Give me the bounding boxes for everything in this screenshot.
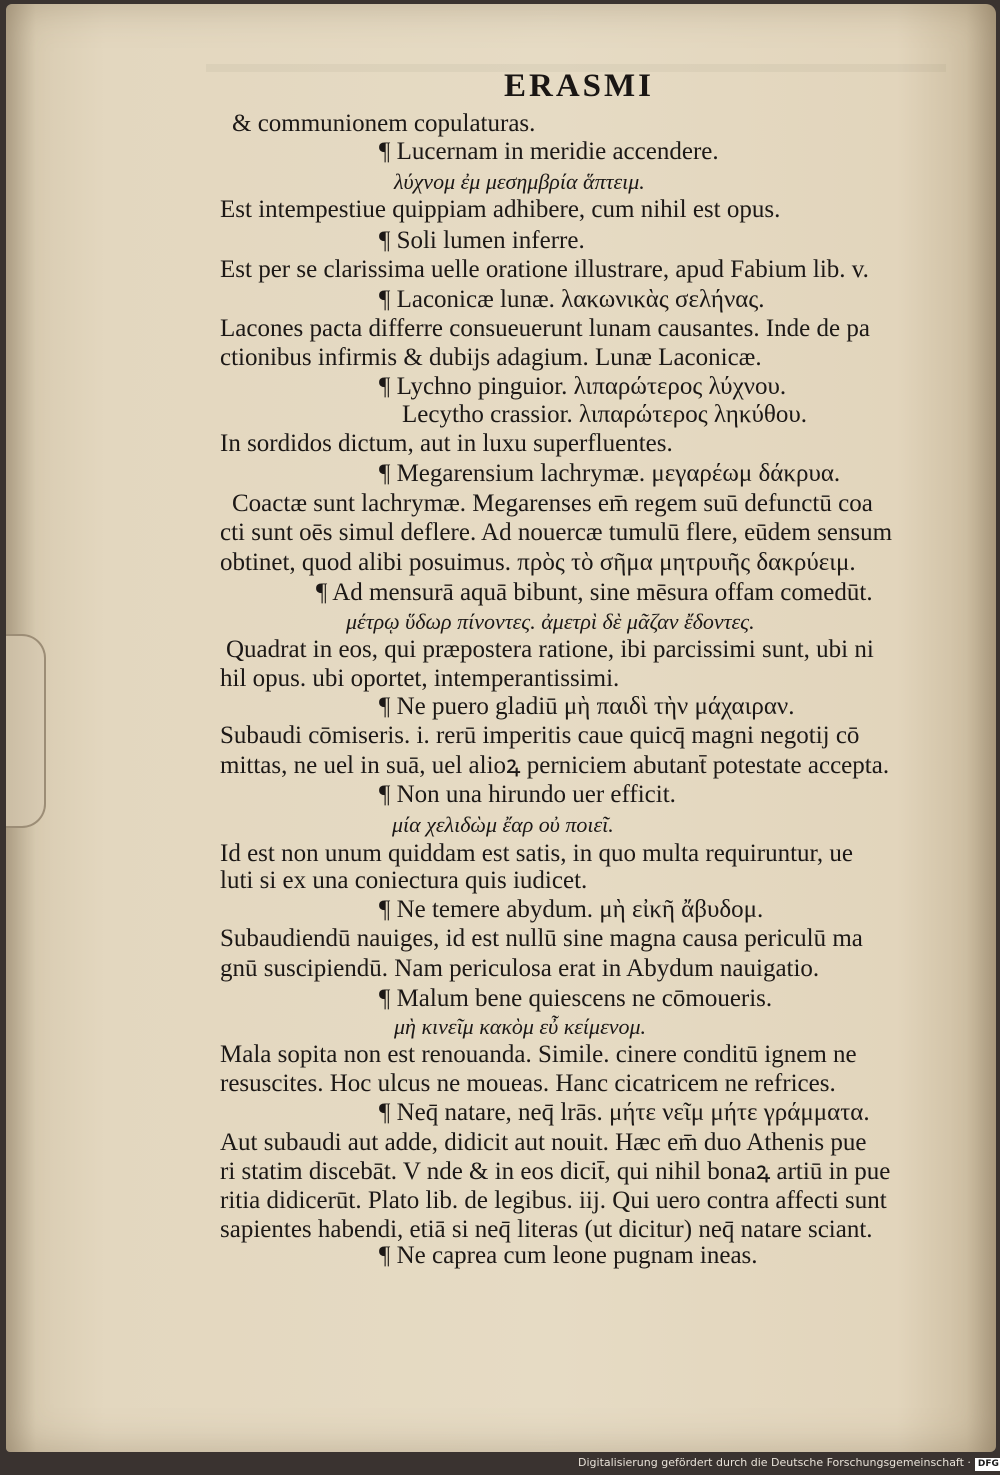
text-line: Lacones pacta differre consueuerunt lunam causantes. Inde de pa xyxy=(220,315,870,342)
dfg-logo: DFG xyxy=(975,1458,1000,1471)
text-line: ¶ Neq̄ natare, neq̄ lrās. μήτε νεῖμ μήτε γράμματα. xyxy=(379,1099,870,1126)
text-line: ctionibus infirmis & dubijs adagium. Lunæ Laconicæ. xyxy=(220,344,762,371)
text-line: ¶ Ne caprea cum leone pugnam ineas. xyxy=(379,1242,758,1269)
text-line: ¶ Ne puero gladiū μὴ παιδὶ τὴν μάχαιραν. xyxy=(379,693,795,720)
greek-line: μέτρῳ ὕδωρ πίνοντες. ἀμετρὶ δὲ μᾶζαν ἔδοντες. xyxy=(346,609,755,634)
text-line: & communionem copulaturas. xyxy=(232,110,536,137)
text-line: Est per se clarissima uelle oratione illustrare, apud Fabium lib. v. xyxy=(220,256,869,283)
text-line: ri statim discebāt. V nde & in eos dicit̄, qui nihil bonaꝝ artiū in pue xyxy=(220,1158,891,1185)
running-title: ERASMI xyxy=(504,68,655,104)
text-line: mittas, ne uel in suā, uel alioꝝ perniciem abutant̄ potestate accepta. xyxy=(220,752,890,779)
text-line: Subaudi cōmiseris. i. rerū imperitis caue quicq̄ magni negotij cō xyxy=(220,722,860,749)
text-line: Id est non unum quiddam est satis, in quo multa requiruntur, ue xyxy=(220,840,853,867)
greek-line: μὴ κινεῖμ κακὸμ εὖ κείμενομ. xyxy=(394,1014,647,1039)
text-line: Coactæ sunt lachrymæ. Megarenses em̄ regem suū defunctū coa xyxy=(232,490,873,517)
text-line: ¶ Malum bene quiescens ne cōmoueris. xyxy=(379,985,773,1012)
text-line: hil opus. ubi oportet, intemperantissimi. xyxy=(220,665,620,692)
text-line: resuscites. Hoc ulcus ne moueas. Hanc cicatricem ne refrices. xyxy=(220,1070,836,1097)
text-line: ¶ Laconicæ lunæ. λακωνικὰς σελήνας. xyxy=(379,286,765,313)
text-line: luti si ex una coniectura quis iudicet. xyxy=(220,867,588,894)
page-clasp-tab xyxy=(6,634,46,828)
book-page xyxy=(6,4,996,1452)
text-line: gnū suscipiendū. Nam periculosa erat in Abydum nauigatio. xyxy=(220,955,820,982)
text-line: Quadrat in eos, qui præpostera ratione, ibi parcissimi sunt, ubi ni xyxy=(226,636,874,663)
greek-line: μία χελιδὼμ ἔαρ οὐ ποιεῖ. xyxy=(392,812,614,837)
text-line: ¶ Soli lumen inferre. xyxy=(379,227,585,254)
text-line: ¶ Lucernam in meridie accendere. xyxy=(379,138,719,165)
text-line: sapientes habendi, etiā si neq̄ literas (ut dicitur) neq̄ natare sciant. xyxy=(220,1216,873,1243)
text-line: Aut subaudi aut adde, didicit aut nouit. Hæc em̄ duo Athenis pue xyxy=(220,1129,867,1156)
text-line: ritia didicerūt. Plato lib. de legibus. iij. Qui uero contra affecti sunt xyxy=(220,1187,887,1214)
text-line: In sordidos dictum, aut in luxu superfluentes. xyxy=(220,430,673,457)
text-line: Lecytho crassior. λιπαρώτερος ληκύθου. xyxy=(402,401,807,428)
text-line: ¶ Ne temere abydum. μὴ εἰκῆ ἄβυδομ. xyxy=(379,896,764,923)
text-line: Est intempestiue quippiam adhibere, cum nihil est opus. xyxy=(220,196,781,223)
text-line: ¶ Megarensium lachrymæ. μεγαρέωμ δάκρυα. xyxy=(379,460,841,487)
text-line: obtinet, quod alibi posuimus. πρὸς τὸ σῆμα μητρυιῆς δακρύειμ. xyxy=(220,549,856,576)
text-line: cti sunt oēs simul deflere. Ad nouercæ tumulū flere, eūdem sensum xyxy=(220,519,893,546)
text-line: ¶ Non una hirundo uer efficit. xyxy=(379,781,676,808)
credit-text: Digitalisierung gefördert durch die Deutsche Forschungsgemeinschaft · xyxy=(578,1456,971,1469)
digitization-credit xyxy=(578,1454,998,1472)
text-line: ¶ Ad mensurā aquā bibunt, sine mēsura offam comedūt. xyxy=(316,579,873,606)
text-line: Mala sopita non est renouanda. Simile. cinere conditū ignem ne xyxy=(220,1041,857,1068)
text-line: Subaudiendū nauiges, id est nullū sine magna causa periculū ma xyxy=(220,925,863,952)
text-line: ¶ Lychno pinguior. λιπαρώτερος λύχνου. xyxy=(379,373,787,400)
greek-line: λύχνομ ἐμ μεσημβρία ἅπτειμ. xyxy=(394,169,645,194)
